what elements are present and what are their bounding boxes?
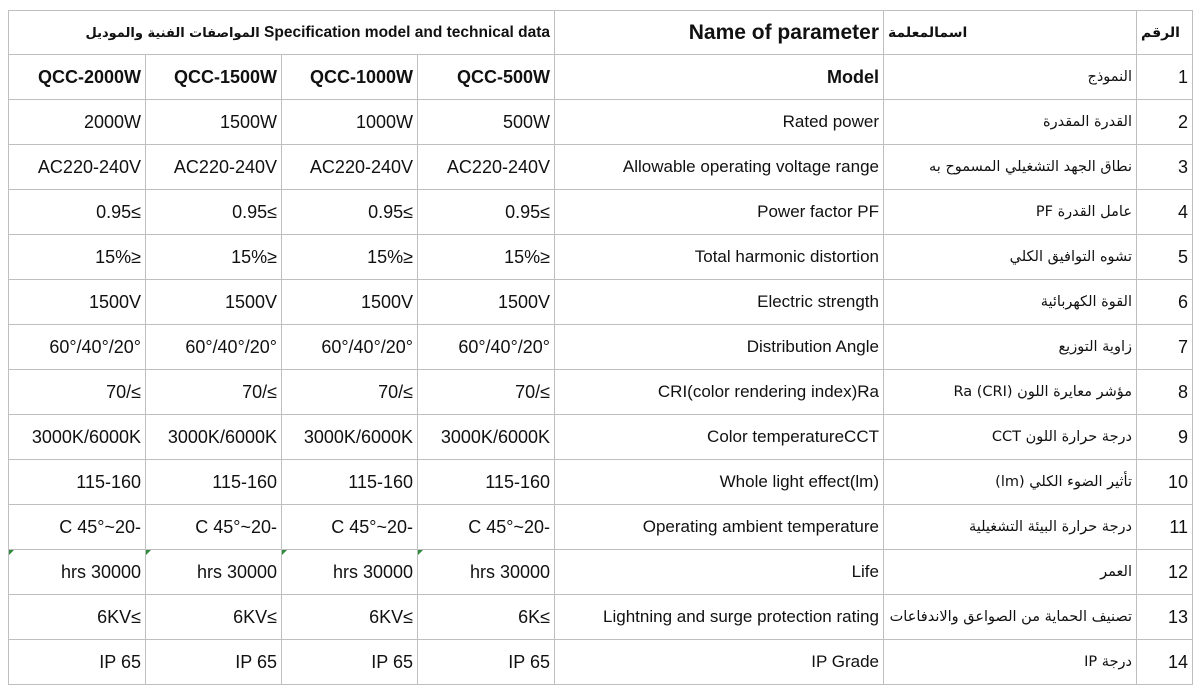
param-ar: تشوه التوافيق الكلي [884, 235, 1137, 280]
value-cell: 1500V [282, 280, 418, 325]
param-en: Rated power [555, 100, 884, 145]
row-number: 6 [1137, 280, 1193, 325]
value-cell: 0.95≤ [9, 190, 146, 235]
value-cell: C 45°~20- [282, 505, 418, 550]
table-row [9, 235, 1193, 280]
value-cell: 1500W [146, 100, 282, 145]
param-ar: تصنيف الحماية من الصواعق والاندفاعات [884, 595, 1137, 640]
table-row [9, 100, 1193, 145]
value-cell: C 45°~20- [9, 505, 146, 550]
value-cell: 1000W [282, 100, 418, 145]
value-cell: C 45°~20- [146, 505, 282, 550]
value-cell: 115-160 [418, 460, 555, 505]
value-cell: hrs 30000 [146, 550, 282, 595]
param-en: IP Grade [555, 640, 884, 685]
table-row [9, 325, 1193, 370]
row-number: 9 [1137, 415, 1193, 460]
value-cell: 70/≤ [9, 370, 146, 415]
param-en: Electric strength [555, 280, 884, 325]
table-row [9, 505, 1193, 550]
row-number: 7 [1137, 325, 1193, 370]
value-cell: 6KV≤ [282, 595, 418, 640]
value-cell: 0.95≤ [418, 190, 555, 235]
value-cell: AC220-240V [282, 145, 418, 190]
value-cell: 70/≤ [418, 370, 555, 415]
row-number: 5 [1137, 235, 1193, 280]
model-cell: QCC-500W [418, 55, 555, 100]
value-cell: 115-160 [146, 460, 282, 505]
value-cell: 1500V [418, 280, 555, 325]
table-row [9, 280, 1193, 325]
value-cell: 3000K/6000K [418, 415, 555, 460]
model-row [9, 55, 1193, 100]
data-rows [9, 100, 1193, 685]
row-number: 2 [1137, 100, 1193, 145]
value-cell: 0.95≤ [146, 190, 282, 235]
row-number: 11 [1137, 505, 1193, 550]
value-cell: 115-160 [9, 460, 146, 505]
spec-title-cell [9, 11, 555, 55]
value-cell: 6K≤ [418, 595, 555, 640]
param-en: Allowable operating voltage range [555, 145, 884, 190]
spec-table [8, 10, 1193, 685]
table-row [9, 145, 1193, 190]
value-cell: 2000W [9, 100, 146, 145]
param-ar: مؤشر معايرة اللون Ra (CRI) [884, 370, 1137, 415]
value-cell: C 45°~20- [418, 505, 555, 550]
value-cell: 0.95≤ [282, 190, 418, 235]
value-cell: 60°/40°/20° [282, 325, 418, 370]
param-ar: العمر [884, 550, 1137, 595]
param-ar: القوة الكهربائية [884, 280, 1137, 325]
value-cell: 15%≥ [9, 235, 146, 280]
param-en: CRI(color rendering index)Ra [555, 370, 884, 415]
table-row [9, 640, 1193, 685]
param-en: Color temperatureCCT [555, 415, 884, 460]
spec-title: Specification model and technical data [264, 23, 550, 41]
value-cell: 3000K/6000K [146, 415, 282, 460]
param-ar: زاوية التوزيع [884, 325, 1137, 370]
param-ar: القدرة المقدرة [884, 100, 1137, 145]
table-row [9, 370, 1193, 415]
row-number: 4 [1137, 190, 1193, 235]
value-cell: 6KV≤ [146, 595, 282, 640]
param-ar: درجة حرارة اللون CCT [884, 415, 1137, 460]
value-cell: AC220-240V [146, 145, 282, 190]
table-row [9, 550, 1193, 595]
row-number: 8 [1137, 370, 1193, 415]
value-cell: 70/≤ [146, 370, 282, 415]
value-cell: IP 65 [282, 640, 418, 685]
param-en: Total harmonic distortion [555, 235, 884, 280]
table-row [9, 415, 1193, 460]
value-cell: AC220-240V [418, 145, 555, 190]
spec-title-ar: المواصفات الفنية والموديل [85, 25, 260, 41]
value-cell: 6KV≤ [9, 595, 146, 640]
param-en: Life [555, 550, 884, 595]
param-en: Distribution Angle [555, 325, 884, 370]
row-number: 3 [1137, 145, 1193, 190]
value-cell: 3000K/6000K [9, 415, 146, 460]
value-cell: 3000K/6000K [282, 415, 418, 460]
param-ar: درجة IP [884, 640, 1137, 685]
value-cell: 15%≥ [418, 235, 555, 280]
table-row [9, 460, 1193, 505]
value-cell: hrs 30000 [418, 550, 555, 595]
param-en: Operating ambient temperature [555, 505, 884, 550]
model-cell: QCC-1500W [146, 55, 282, 100]
header-row [9, 11, 1193, 55]
row-number: 14 [1137, 640, 1193, 685]
param-ar: عامل القدرة PF [884, 190, 1137, 235]
value-cell: 115-160 [282, 460, 418, 505]
table-row [9, 190, 1193, 235]
value-cell: hrs 30000 [282, 550, 418, 595]
value-cell: 1500V [9, 280, 146, 325]
number-ar-header: الرقم [1137, 11, 1193, 55]
param-ar: نطاق الجهد التشغيلي المسموح به [884, 145, 1137, 190]
value-cell: 500W [418, 100, 555, 145]
value-cell: hrs 30000 [9, 550, 146, 595]
value-cell: 60°/40°/20° [9, 325, 146, 370]
name-of-parameter-header: Name of parameter [555, 11, 884, 55]
value-cell: IP 65 [9, 640, 146, 685]
value-cell: 60°/40°/20° [146, 325, 282, 370]
value-cell: 15%≥ [282, 235, 418, 280]
param-en: Power factor PF [555, 190, 884, 235]
row-number: 13 [1137, 595, 1193, 640]
param-ar: النموذج [884, 55, 1137, 100]
value-cell: 60°/40°/20° [418, 325, 555, 370]
value-cell: IP 65 [146, 640, 282, 685]
param-ar: تأثير الضوء الكلي (lm) [884, 460, 1137, 505]
model-cell: QCC-1000W [282, 55, 418, 100]
value-cell: IP 65 [418, 640, 555, 685]
table-row [9, 595, 1193, 640]
value-cell: 70/≤ [282, 370, 418, 415]
value-cell: AC220-240V [9, 145, 146, 190]
value-cell: 1500V [146, 280, 282, 325]
spec-table-container [8, 10, 1192, 685]
value-cell: 15%≥ [146, 235, 282, 280]
param-en: Lightning and surge protection rating [555, 595, 884, 640]
row-number: 12 [1137, 550, 1193, 595]
row-number: 10 [1137, 460, 1193, 505]
param-en: Model [555, 55, 884, 100]
param-en: Whole light effect(lm) [555, 460, 884, 505]
param-ar: درجة حرارة البيئة التشغيلية [884, 505, 1137, 550]
row-number: 1 [1137, 55, 1193, 100]
name-ar-header: اسمالمعلمة [884, 11, 1137, 55]
model-cell: QCC-2000W [9, 55, 146, 100]
